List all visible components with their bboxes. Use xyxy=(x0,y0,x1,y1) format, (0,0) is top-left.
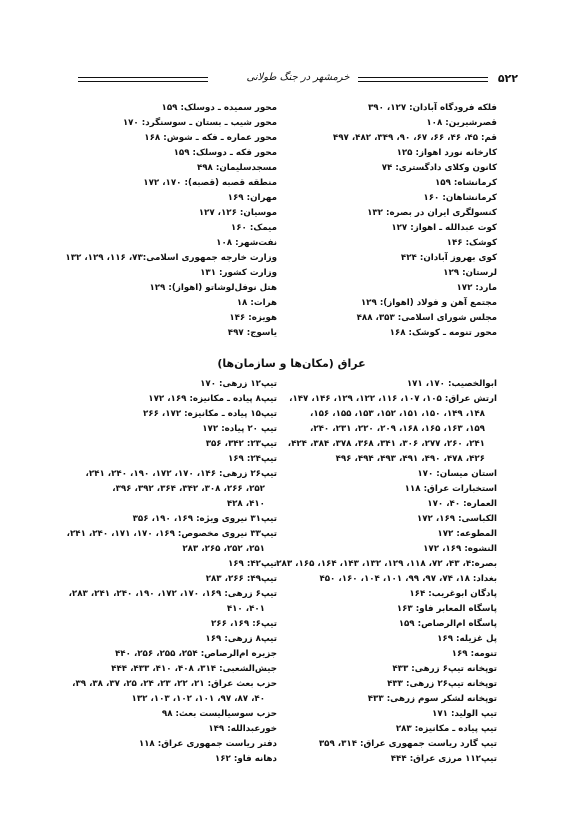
index-entry: محور فکه ـ دوسلک: ۱۵۹ xyxy=(173,148,277,158)
index-entry: تیپ گارد ریاست جمهوری عراق: ۳۱۴، ۳۵۹ xyxy=(318,739,497,749)
index-entry: تیپ۶: ۱۶۹، ۲۶۶ xyxy=(211,619,277,629)
index-entry: کانون وکلای دادگستری: ۷۴ xyxy=(381,163,497,173)
index-entry: تیپ۶ زرهی: ۱۶۹، ۱۷۰، ۱۷۲، ۱۹۰، ۲۴۰، ۲۴۱، ۲۸۳، xyxy=(68,589,277,599)
index-entry: پاسگاه المعابر فاو: ۱۶۳ xyxy=(396,604,497,614)
index-entry: وزارت کشور: ۱۳۱ xyxy=(200,268,277,278)
index-entry: العماره: ۴۰، ۱۷۰ xyxy=(427,499,497,509)
index-entry: تیپ۳۳ نیروی مخصوص: ۱۶۹، ۱۷۰، ۱۷۱، ۲۴۰، ۲۴۱، xyxy=(66,529,277,539)
index-entry-continuation: ۲۵۲، ۲۶۶، ۳۰۸، ۳۴۲، ۳۶۴، ۳۹۲، ۳۹۶، xyxy=(112,484,265,494)
index-entry: خورعبدالله: ۱۴۹ xyxy=(208,724,277,734)
header-rule-right xyxy=(358,77,488,82)
index-entry: قم: ۴۵، ۴۶، ۶۶، ۶۷، ۹۰، ۳۴۹، ۴۸۲، ۴۹۷ xyxy=(332,133,497,143)
index-entry: تیپ الولید: ۱۷۱ xyxy=(432,709,497,719)
index-entry: استخبارات عراق: ۱۱۸ xyxy=(404,484,497,494)
index-entry: فلکه فرودگاه آبادان: ۱۲۷، ۳۹۰ xyxy=(367,103,497,113)
index-entry: تیپ۴۹: ۲۶۶، ۲۸۳ xyxy=(205,574,277,584)
index-entry: توپخانه تیپ۲۶ زرهی: ۴۳۳ xyxy=(387,679,497,689)
index-entry: لرستان: ۱۲۹ xyxy=(443,268,497,278)
index-entry: المطوعه: ۱۷۲ xyxy=(437,529,497,539)
index-entry: کوت عبدالله ـ اهواز: ۱۲۷ xyxy=(391,223,497,233)
index-entry: نفت‌شهر: ۱۰۸ xyxy=(216,238,277,248)
index-entry: تیپ۲۴: ۱۶۹ xyxy=(227,454,277,464)
index-entry: مارد: ۱۷۲ xyxy=(456,283,497,293)
index-entry: مهران: ۱۶۹ xyxy=(227,193,277,203)
index-entry: مجتمع آهن و فولاد (اهواز): ۱۲۹ xyxy=(360,298,497,308)
index-entry: هویزه: ۱۴۶ xyxy=(229,313,277,323)
index-entry: محور سمیده ـ دوسلک: ۱۵۹ xyxy=(161,103,277,113)
index-entry: محور تنومه ـ کوشک: ۱۶۸ xyxy=(389,328,497,338)
header-rule-left xyxy=(78,77,208,82)
index-entry: تیپ۱۲ زرهی: ۱۷۰ xyxy=(200,379,277,389)
index-entry: توپخانه تیپ۶ زرهی: ۴۳۳ xyxy=(392,664,497,674)
index-entry: بصره:۴، ۴۳، ۷۲، ۱۱۸، ۱۲۹، ۱۳۲، ۱۴۳، ۱۶۴، ۱۶۵، ۲۸۳ xyxy=(276,559,497,569)
index-entry: پاسگاه ام‌الرصاص: ۱۵۹ xyxy=(398,619,497,629)
index-entry: توپخانه لشکر سوم زرهی: ۴۳۳ xyxy=(367,694,497,704)
index-entry: تیپ پیاده ـ مکانیزه: ۲۸۳ xyxy=(395,724,497,734)
index-entry: تیپ۱۵ پیاده ـ مکانیزه: ۱۷۲، ۲۶۶ xyxy=(142,409,277,419)
index-entry: کوشک: ۱۴۶ xyxy=(446,238,497,248)
index-entry: پادگان ابوغریب: ۱۶۴ xyxy=(409,589,497,599)
index-entry: هتل نوفل‌لوشاتو (اهواز): ۱۲۹ xyxy=(149,283,277,293)
index-entry: الکباسی: ۱۶۹، ۱۷۲ xyxy=(416,514,497,524)
index-entry: کنسولگری ایران در بصره: ۱۳۲ xyxy=(367,208,497,218)
index-entry: جیش‌الشعبی: ۳۱۴، ۴۰۸، ۴۱۰، ۴۳۳، ۴۴۴ xyxy=(111,664,277,674)
page-number: ۵۲۲ xyxy=(497,72,518,85)
index-entry-continuation: ۱۵۹، ۱۶۳، ۱۶۵، ۱۶۸، ۲۰۹، ۲۲۰، ۲۳۱، ۲۴۰، xyxy=(310,424,485,434)
index-entry: ارتش عراق: ۱۰۵، ۱۰۷، ۱۱۶، ۱۲۲، ۱۲۹، ۱۴۶، ۱۴۷، xyxy=(289,394,497,404)
index-entry: مجلس شورای اسلامی: ۳۵۳، ۴۸۸ xyxy=(356,313,497,323)
index-entry: مسجدسلیمان: ۴۹۸ xyxy=(196,163,277,173)
index-entry-continuation: ۴۲۶، ۴۷۸، ۴۹۰، ۴۹۱، ۴۹۳، ۴۹۴، ۴۹۶ xyxy=(335,454,485,464)
running-book-title: خرمشهر در جنگ طولانی xyxy=(246,72,350,83)
index-entry: ابوالخصیب: ۱۷۰، ۱۷۱ xyxy=(406,379,497,389)
index-entry: میمک: ۱۶۰ xyxy=(230,223,277,233)
index-entry: پل غزیله: ۱۶۹ xyxy=(437,634,497,644)
index-entry: کارخانه نورد اهواز: ۱۲۵ xyxy=(396,148,497,158)
index-entry: جزیره ام‌الرصاص: ۲۵۴، ۲۵۵، ۲۵۶، ۴۴۰ xyxy=(115,649,277,659)
index-entry: کوی بهروز آبادان: ۴۲۴ xyxy=(400,253,497,263)
index-entry: تیپ۸ پیاده ـ مکانیزه: ۱۶۹، ۱۷۲ xyxy=(148,394,277,404)
index-entry: هرات: ۱۸ xyxy=(236,298,277,308)
index-entry: تیپ۱۱۲ مرزی عراق: ۴۴۴ xyxy=(390,754,497,764)
page-header xyxy=(78,72,518,90)
index-column-left xyxy=(57,101,277,341)
index-entry: تیپ۳۱ نیروی ویژه: ۱۶۹، ۱۹۰، ۳۵۶ xyxy=(132,514,277,524)
index-entry: استان میسان: ۱۷۰ xyxy=(417,469,497,479)
index-entry: حزب بعث عراق: ۲۱، ۲۲، ۲۳، ۲۴، ۲۵، ۳۷، ۳۸، ۳۹، xyxy=(72,679,277,689)
index-column-right xyxy=(287,101,497,341)
iraq-index-column-right xyxy=(276,377,497,767)
index-entry-continuation: ۲۴۱، ۲۶۰، ۲۷۷، ۳۰۶، ۳۴۱، ۳۶۸، ۳۷۸، ۳۸۴، ۴۲۴، xyxy=(287,439,485,449)
index-entry: تیپ۸ زرهی: ۱۶۹ xyxy=(205,634,277,644)
index-entry: یاسوج: ۴۹۷ xyxy=(227,328,277,338)
index-entry: وزارت خارجه جمهوری اسلامی:۷۳، ۱۱۶، ۱۲۹، ۱۳۲ xyxy=(65,253,277,263)
index-entry: حزب سوسیالیست بعث: ۹۸ xyxy=(161,709,277,719)
index-entry: تیپ۴۲: ۱۶۹ xyxy=(227,559,277,569)
index-entry: دهانه فاو: ۱۶۲ xyxy=(214,754,277,764)
iraq-index-column-left xyxy=(57,377,277,767)
index-entry: تیپ۲۶ زرهی: ۱۴۶، ۱۷۰، ۱۷۲، ۱۹۰، ۲۴۰، ۲۴۱، xyxy=(85,469,277,479)
section-heading-iraq: عراق (مکان‌ها و سازمان‌ها) xyxy=(217,357,366,370)
index-entry: قصرشیرین: ۱۰۸ xyxy=(426,118,497,128)
index-entry: النشوه: ۱۶۹، ۱۷۲ xyxy=(423,544,497,554)
index-entry: تنومه: ۱۶۹ xyxy=(451,649,497,659)
index-entry: محور عماره ـ فکه ـ شوش: ۱۶۸ xyxy=(144,133,277,143)
index-entry-continuation: ۴۱۰، ۴۲۸ xyxy=(226,499,265,509)
index-entry: تیپ ۲۰ پیاده: ۱۷۲ xyxy=(202,424,277,434)
index-entry: کرمانشاهان: ۱۶۰ xyxy=(423,193,497,203)
index-entry: دفتر ریاست جمهوری عراق: ۱۱۸ xyxy=(138,739,277,749)
index-entry-continuation: ۲۵۱، ۲۵۲، ۲۶۵، ۲۸۳ xyxy=(182,544,265,554)
index-entry: کرمانشاه: ۱۵۹ xyxy=(434,178,497,188)
index-entry-continuation: ۱۴۸، ۱۴۹، ۱۵۰، ۱۵۱، ۱۵۲، ۱۵۳، ۱۵۵، ۱۵۶، xyxy=(310,409,485,419)
index-entry-continuation: ۴۰۱، ۴۱۰ xyxy=(226,604,265,614)
index-entry-continuation: ۴۰، ۸۷، ۹۷، ۱۰۱، ۱۰۲، ۱۰۳، ۱۳۲ xyxy=(131,694,265,704)
index-entry: منطقه قصبه (قصبه): ۱۷۰، ۱۷۲ xyxy=(143,178,277,188)
index-entry: محور شیب ـ بستان ـ سوسنگرد: ۱۷۰ xyxy=(122,118,277,128)
index-entry: تیپ۲۳: ۳۴۲، ۳۵۶ xyxy=(205,439,277,449)
index-entry: بغداد: ۱۸، ۷۴، ۹۷، ۹۹، ۱۰۱، ۱۰۴، ۱۶۰، ۴۵۰ xyxy=(319,574,497,584)
index-entry: موسیان: ۱۲۶، ۱۲۷ xyxy=(198,208,277,218)
